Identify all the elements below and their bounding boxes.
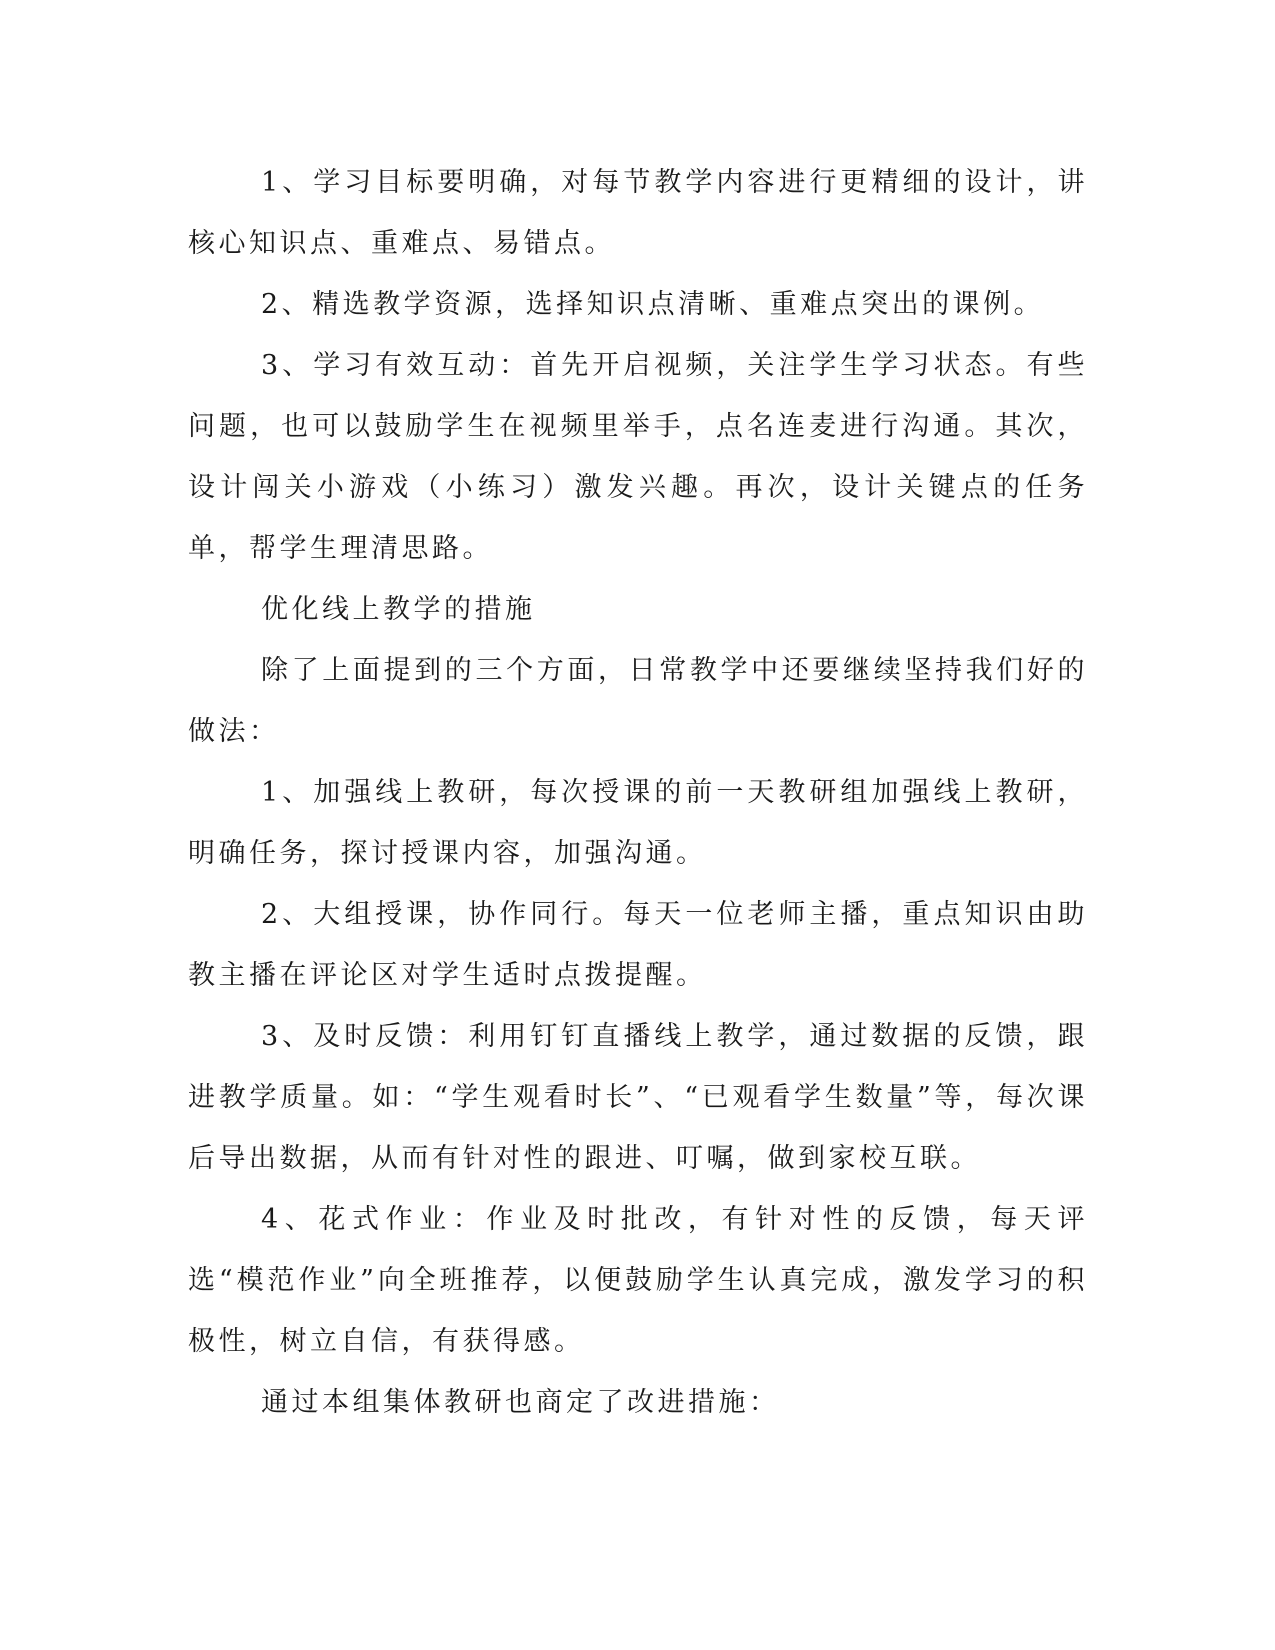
paragraph-resource-selection: 2、精选教学资源，选择知识点清晰、重难点突出的课例。 [261, 289, 1045, 320]
paragraph-online-research: 1、加强线上教研，每次授课的前一天教研组加强线上教研，明确任务，探讨授课内容，加强沟通。 [188, 777, 1088, 869]
paragraph-effective-interaction: 3、学习有效互动：首先开启视频，关注学生学习状态。有些问题，也可以鼓励学生在视频里举手，点名连麦进行沟通。其次，设计闯关小游戏（小练习）激发兴趣。再次，设计关键点的任务单，帮学生理清思路。 [188, 350, 1088, 564]
section-heading-optimization: 优化线上教学的措施 [261, 594, 536, 625]
paragraph-goal-clarity: 1、学习目标要明确，对每节教学内容进行更精细的设计，讲核心知识点、重难点、易错点。 [188, 167, 1088, 259]
paragraph-homework: 4、花式作业：作业及时批改，有针对性的反馈，每天评选“模范作业”向全班推荐，以便鼓励学生认真完成，激发学习的积极性，树立自信，有获得感。 [188, 1204, 1088, 1357]
paragraph-improvement-measures: 通过本组集体教研也商定了改进措施： [261, 1387, 780, 1418]
paragraph-timely-feedback: 3、及时反馈：利用钉钉直播线上教学，通过数据的反馈，跟进教学质量。如：“学生观看时长”、“已观看学生数量”等，每次课后导出数据，从而有针对性的跟进、叮嘱，做到家校互联。 [188, 1021, 1088, 1174]
paragraph-group-teaching: 2、大组授课，协作同行。每天一位老师主播，重点知识由助教主播在评论区对学生适时点拨提醒。 [188, 899, 1088, 991]
paragraph-continue-practices: 除了上面提到的三个方面，日常教学中还要继续坚持我们好的做法： [188, 655, 1088, 747]
document-body [188, 152, 1088, 1433]
